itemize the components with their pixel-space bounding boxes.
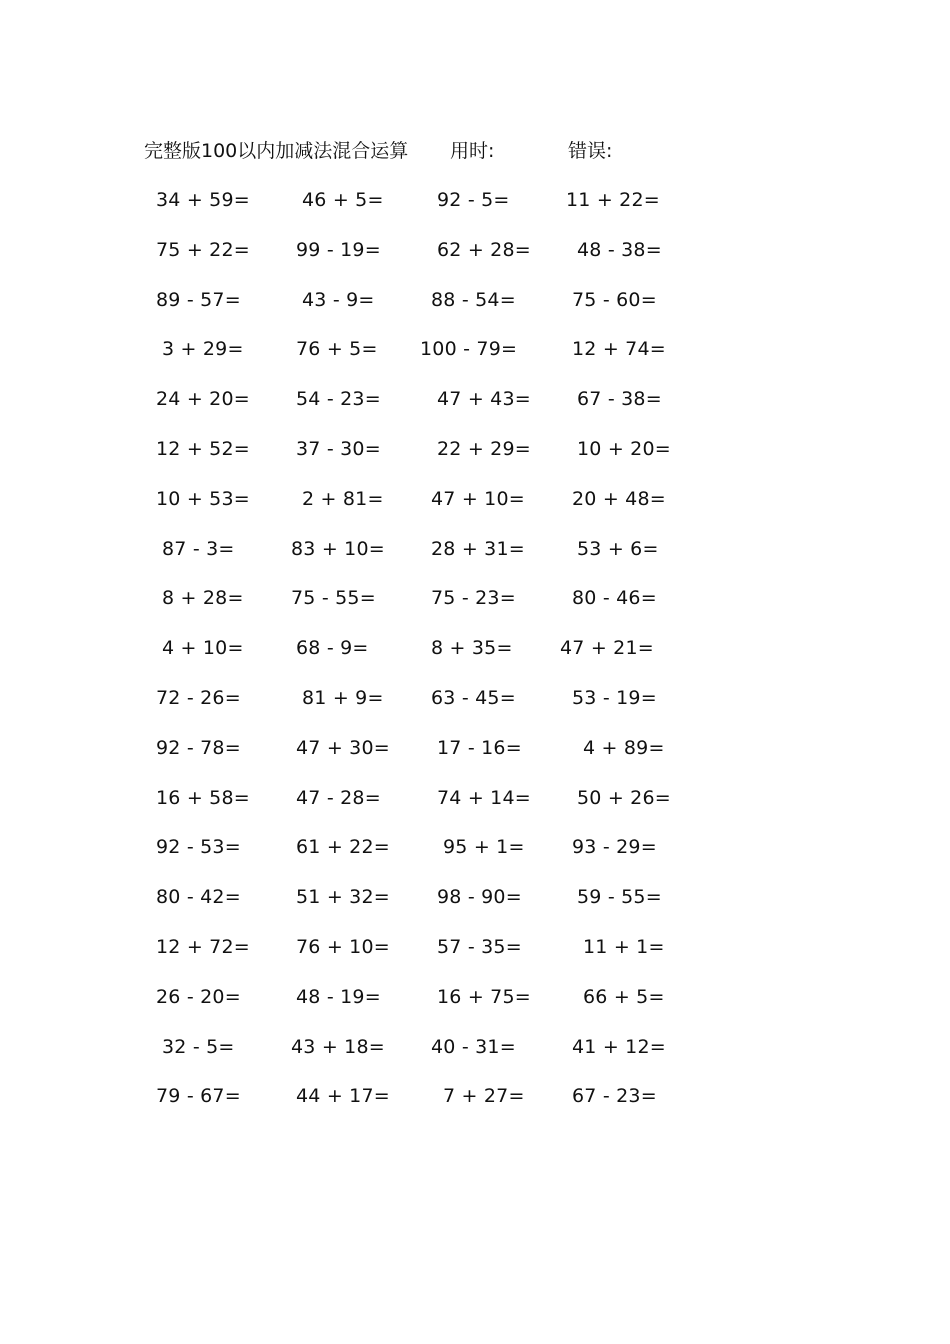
math-problem: 92 - 78= (156, 736, 241, 759)
math-problem: 43 - 9= (302, 288, 375, 311)
math-problem: 4 + 89= (583, 736, 665, 759)
problem-row (0, 883, 950, 933)
math-problem: 75 - 55= (291, 587, 376, 610)
math-problem: 81 + 9= (302, 686, 384, 709)
problem-row (0, 1033, 950, 1083)
math-problem: 80 - 46= (572, 587, 657, 610)
math-problem: 43 + 18= (291, 1035, 385, 1058)
math-problem: 48 - 38= (577, 238, 662, 261)
math-problem: 75 - 60= (572, 288, 657, 311)
math-problem: 66 + 5= (583, 985, 665, 1008)
math-problem: 12 + 72= (156, 935, 250, 958)
problem-row (0, 684, 950, 734)
math-problem: 74 + 14= (437, 786, 531, 809)
math-problem: 92 - 53= (156, 836, 241, 859)
math-problem: 59 - 55= (577, 886, 662, 909)
math-problem: 87 - 3= (162, 537, 235, 560)
problem-row (0, 1082, 950, 1132)
math-problem: 68 - 9= (296, 637, 369, 660)
math-problem: 3 + 29= (162, 338, 244, 361)
math-problem: 12 + 52= (156, 437, 250, 460)
math-problem: 8 + 28= (162, 587, 244, 610)
math-problem: 53 + 6= (577, 537, 659, 560)
math-problem: 80 - 42= (156, 886, 241, 909)
math-problem: 11 + 22= (566, 189, 660, 211)
math-problem: 47 + 21= (560, 637, 654, 660)
math-problem: 41 + 12= (572, 1035, 666, 1058)
math-problem: 48 - 19= (296, 985, 381, 1008)
math-problem: 62 + 28= (437, 238, 531, 261)
worksheet-title: 完整版100以内加减法混合运算 (144, 140, 409, 162)
math-problem: 20 + 48= (572, 487, 666, 510)
problem-row (0, 734, 950, 784)
problem-row (0, 784, 950, 834)
problem-row (0, 335, 950, 385)
math-problem: 57 - 35= (437, 935, 522, 958)
math-problem: 47 + 30= (296, 736, 390, 759)
problem-grid (0, 186, 950, 1132)
math-problem: 63 - 45= (431, 686, 516, 709)
math-problem: 10 + 53= (156, 487, 250, 510)
math-problem: 61 + 22= (296, 836, 390, 859)
math-problem: 47 - 28= (296, 786, 381, 809)
math-problem: 98 - 90= (437, 886, 522, 909)
math-problem: 16 + 58= (156, 786, 250, 809)
math-problem: 7 + 27= (443, 1085, 525, 1108)
math-problem: 32 - 5= (162, 1035, 235, 1058)
problem-row (0, 833, 950, 883)
problem-row (0, 186, 950, 236)
math-problem: 47 + 10= (431, 487, 525, 510)
math-problem: 44 + 17= (296, 1085, 390, 1108)
math-problem: 51 + 32= (296, 886, 390, 909)
math-problem: 99 - 19= (296, 238, 381, 261)
problem-row (0, 634, 950, 684)
math-problem: 54 - 23= (296, 388, 381, 411)
math-problem: 40 - 31= (431, 1035, 516, 1058)
math-problem: 93 - 29= (572, 836, 657, 859)
problem-row (0, 983, 950, 1033)
time-label: 用时: (450, 140, 495, 162)
math-problem: 67 - 38= (577, 388, 662, 411)
math-problem: 95 + 1= (443, 836, 525, 859)
math-problem: 26 - 20= (156, 985, 241, 1008)
math-problem: 67 - 23= (572, 1085, 657, 1108)
math-problem: 100 - 79= (420, 338, 518, 361)
math-problem: 37 - 30= (296, 437, 381, 460)
math-problem: 2 + 81= (302, 487, 384, 510)
math-problem: 76 + 10= (296, 935, 390, 958)
math-problem: 79 - 67= (156, 1085, 241, 1108)
math-problem: 47 + 43= (437, 388, 531, 411)
math-problem: 28 + 31= (431, 537, 525, 560)
math-problem: 83 + 10= (291, 537, 385, 560)
math-problem: 50 + 26= (577, 786, 671, 809)
math-problem: 75 - 23= (431, 587, 516, 610)
math-problem: 24 + 20= (156, 388, 250, 411)
math-problem: 8 + 35= (431, 637, 513, 660)
math-problem: 46 + 5= (302, 189, 384, 211)
math-problem: 11 + 1= (583, 935, 665, 958)
math-problem: 17 - 16= (437, 736, 522, 759)
errors-label: 错误: (568, 140, 613, 162)
problem-row (0, 584, 950, 634)
math-problem: 4 + 10= (162, 637, 244, 660)
math-problem: 16 + 75= (437, 985, 531, 1008)
math-problem: 22 + 29= (437, 437, 531, 460)
math-problem: 34 + 59= (156, 189, 250, 211)
problem-row (0, 535, 950, 585)
problem-row (0, 385, 950, 435)
problem-row (0, 236, 950, 286)
math-problem: 92 - 5= (437, 189, 510, 211)
math-problem: 89 - 57= (156, 288, 241, 311)
math-problem: 72 - 26= (156, 686, 241, 709)
math-problem: 10 + 20= (577, 437, 671, 460)
worksheet-header (144, 136, 764, 166)
math-problem: 88 - 54= (431, 288, 516, 311)
problem-row (0, 435, 950, 485)
math-problem: 53 - 19= (572, 686, 657, 709)
math-problem: 12 + 74= (572, 338, 666, 361)
problem-row (0, 933, 950, 983)
problem-row (0, 286, 950, 336)
problem-row (0, 485, 950, 535)
math-problem: 76 + 5= (296, 338, 378, 361)
math-problem: 75 + 22= (156, 238, 250, 261)
